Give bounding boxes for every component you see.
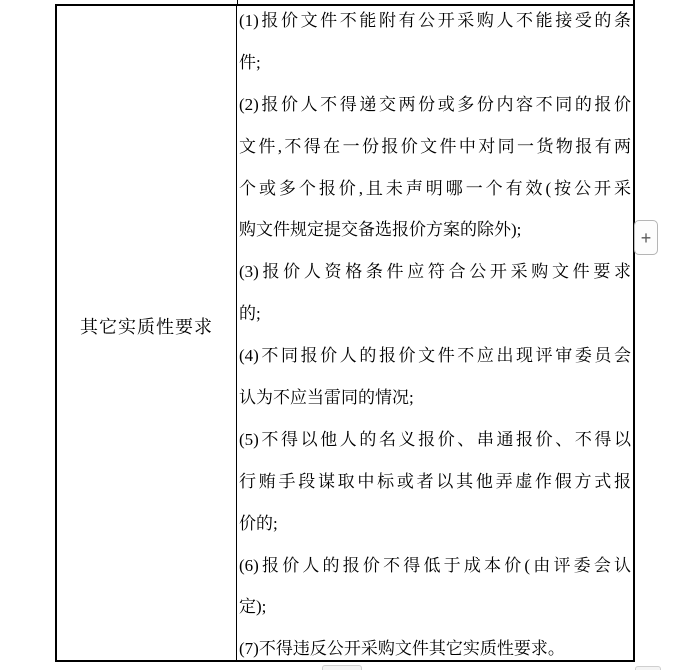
text-line: 个或多个报价,且未声明哪一个有效(按公开采: [239, 178, 631, 198]
row-content-lines: [239, 6, 631, 660]
text-line: (5)不得以他人的名义报价、串通报价、不得以: [239, 429, 631, 449]
insert-column-button[interactable]: +: [634, 220, 658, 255]
bottom-add-row-handle[interactable]: [322, 665, 362, 670]
text-line: 行贿手段谋取中标或者以其他弄虚作假方式报: [239, 471, 631, 491]
text-line: (1)报价文件不能附有公开采购人不能接受的条: [239, 11, 631, 30]
text-line: (6)报价人的报价不得低于成本价(由评委会认: [239, 555, 631, 575]
text-line: 文件,不得在一份报价文件中对同一货物报有两: [239, 136, 631, 156]
text-line: 件;: [239, 52, 261, 72]
column-divider-extension: [237, 0, 238, 4]
text-line: (4)不同报价人的报价文件不应出现评审委员会: [239, 346, 631, 366]
row-content-cell[interactable]: [237, 6, 633, 660]
text-line: (7)不得违反公开采购文件其它实质性要求。: [239, 639, 565, 659]
text-line: (2)报价人不得递交两份或多份内容不同的报价: [239, 94, 631, 114]
text-line: 认为不应当雷同的情况;: [239, 388, 414, 408]
row-header-label: 其它实质性要求: [80, 317, 213, 337]
text-line: 价的;: [239, 513, 278, 533]
right-border-extension: [633, 0, 635, 4]
requirements-table-row: [55, 4, 635, 662]
row-header-cell[interactable]: [57, 6, 237, 660]
bottom-right-add-handle[interactable]: [635, 666, 661, 670]
text-line: (3)报价人资格条件应符合公开采购文件要求: [239, 262, 631, 282]
text-line: 购文件规定提交备选报价方案的除外);: [239, 220, 522, 240]
text-line: 定);: [239, 597, 267, 617]
text-line: 的;: [239, 304, 261, 324]
